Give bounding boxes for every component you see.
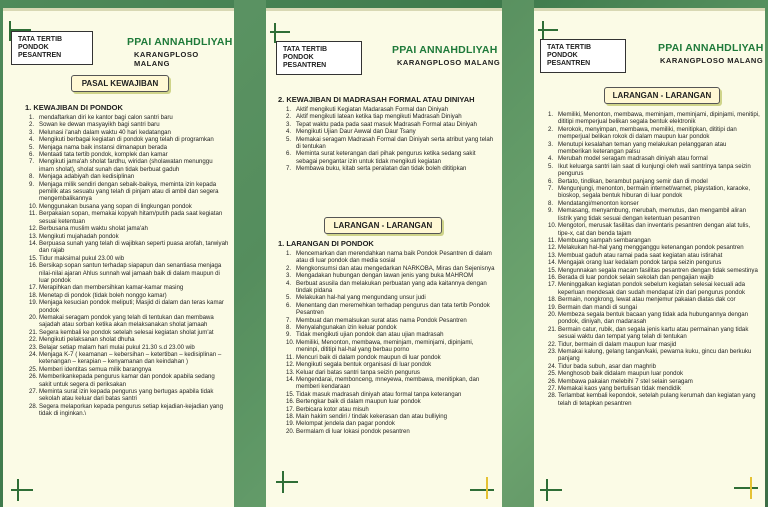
- list-item: 2. Mengkonsumsi dan atau mengedarkan NARKOBA, Miras dan Sejenisnya: [286, 264, 495, 272]
- section-heading: 1. LARANGAN DI PONDOK: [278, 239, 374, 248]
- list-item: 9. Memasang, menyambung, merubah, memutus, dan mengambil aliran listrik yang tidak sesuai dengan ketentuan pesantren: [548, 207, 746, 222]
- school-name: PPAI ANNAHDLIYAH: [127, 36, 233, 48]
- page-panel-2: [266, 8, 502, 507]
- list-item: 19. Menjaga kesucian pondok meliputi; Masjid di dalam dan teras kamar pondok: [29, 299, 224, 314]
- list-item: 23. Belajar setiap malam hari mulai pukul 21.30 s.d 23.00 wib: [29, 343, 195, 351]
- list-item: 5. Ikut keluarga santri lain saat di kunjungi oleh wali santrinya tanpa seizin pengurus: [548, 162, 751, 178]
- school-name: PPAI ANNAHDLIYAH: [392, 44, 498, 56]
- decorative-line: [276, 481, 298, 483]
- rules-list: [548, 111, 760, 407]
- decorative-line: [538, 29, 558, 31]
- list-item: 4. Mengikuti Ujian Daur Awwal dan Daur Tsany: [286, 128, 416, 136]
- list-item: 8. Mendatangi/menonton konser: [548, 199, 639, 207]
- list-item: 16. Bertengkar baik di dalam maupun luar pondok: [286, 398, 421, 406]
- decorative-line: [734, 487, 758, 489]
- list-item: 11. Mencuri baik di dalam pondok maupun di luar pondok: [286, 353, 441, 361]
- list-item: 13. Membuat gaduh atau ramai pada saat kegiatan atau istirahat: [548, 251, 723, 259]
- list-item: 9. Tidak mengikuti ujian pondok dan atau ujian madrasah: [286, 331, 444, 339]
- list-item: 20. Bermalam di luar lokasi pondok pesantren: [286, 427, 410, 435]
- section-heading: 2. KEWAJIBAN DI MADRASAH FORMAL ATAU DINIYAH: [278, 95, 475, 104]
- list-item: 1. Memiliki, Menonton, membawa, meminjam, meminjami, dipinjami, menitipi, dititipi memperjual belikan segala bentuk elektronik: [548, 111, 760, 126]
- list-item: 22. Mengikuti pelaksanan sholat dhuha: [29, 336, 135, 344]
- list-item: 11. Berpakaian sopan, memakai kopyah hitam/putih pada saat kegiatan sesuai ketentuan: [29, 210, 223, 225]
- list-item: 12. Melakukan hal-hal yang mengganggu ketenangan pondok pesantren: [548, 244, 744, 252]
- decorative-line: [17, 479, 19, 501]
- list-item: 8. Menyalahgunakan izin keluar pondok: [286, 324, 397, 332]
- list-item: 4. Merubah model seragam madrasah diniyah atau formal: [548, 155, 708, 163]
- school-name: PPAI ANNAHDLIYAH: [658, 42, 764, 54]
- list-item: 27. Memakai kaos yang bertulisan tidak mendidik: [548, 385, 681, 393]
- school-location: KARANGPLOSO MALANG: [660, 56, 764, 65]
- header-line-2: PONDOK PESANTREN: [547, 52, 591, 67]
- list-item: 28. Terlambat kembali kepondok, setelah pulang kerumah dan kegiatan yang telah di tetapkan pesantren: [548, 392, 756, 407]
- header-box: [276, 41, 362, 75]
- list-item: 11. Membuang sampah sembarangan: [548, 236, 651, 244]
- decorative-line: [274, 23, 276, 43]
- list-item: 7. Mengikuti jama'ah sholat fardhu, wiridan (sholawatan menunggu imam sholat), sholat sunah dan tidak berbuat gaduh: [29, 158, 213, 173]
- list-item: 19. Bermain dan mandi di sungai: [548, 303, 637, 311]
- list-item: 10. Mengotori, merusak fasilitas dan inventaris pesantren dengan alat tulis, tipe-x, cat dan benda tajam: [548, 222, 751, 237]
- list-item: 9. Menjaga milik sendiri dengan sebaik-baikya, meminta izin kepada pemilik atas sesuatu yang telah di pinjam atau di ambil dan segera mengembalikannya: [29, 180, 219, 203]
- list-item: 14. Berpuasa sunah yang telah di wajibkan seperti puasa arofah, tarwiyah dan rajab: [29, 239, 229, 255]
- decorative-line: [282, 471, 284, 493]
- list-item: 26. Membawa pakaian melebihi 7 stel selain seragam: [548, 377, 693, 385]
- list-item: 5. Melakukan hal-hal yang mengundang unsur judi: [286, 294, 426, 302]
- header-line-1: TATA TERTIB: [283, 46, 328, 53]
- section-heading: 1. KEWAJIBAN DI PONDOK: [25, 103, 123, 112]
- list-item: 23. Memakai kalung, gelang tangan/kaki, pewarna kuku, gincu dan berkuku panjang: [548, 348, 752, 363]
- list-item: 3. Tepat waktu pada pada saat masuk Madrasah Formal atau Diniyah: [286, 120, 477, 128]
- list-item: 14. Mengendarai, membonceng, mneyewa, membawa, menitipkan, dan memberi kendaraan: [286, 375, 480, 391]
- list-item: 18. Main hakim sendiri / tindak kekerasan dan atau bulliying: [286, 412, 448, 420]
- list-item: 12. Mengikuti segala bentuk organisasi di luar pondok: [286, 361, 432, 369]
- list-item: 17. Meninggalkan kegiatan pondok sebelum kegiatan selesai kecuali ada keperluan mendesak dan sudah mendapat izin dari pengurus pondok: [548, 281, 746, 296]
- decorative-line: [486, 477, 488, 499]
- rules-list: [286, 106, 496, 173]
- decorative-line: [542, 21, 544, 41]
- list-item: 17. Berbicara kotor atau misuh: [286, 405, 369, 413]
- decorative-line: [546, 479, 548, 501]
- section-title: LARANGAN - LARANGAN: [604, 87, 720, 104]
- list-item: 18. Menetap di pondok (tidak boleh nonggo kamar): [29, 291, 167, 299]
- decorative-line: [11, 489, 33, 491]
- list-item: 28. Segera melaporkan kepada pengurus setiap kejadian-kejadian yang tidak di inginkan.\: [29, 402, 223, 418]
- list-item: 20. Membeza segala bentuk bacaan yang tidak ada hubungannya dengan pondok, diniyah, dan madarasah: [548, 310, 749, 326]
- decorative-line: [270, 31, 290, 33]
- list-item: 26. Memberikankepada pengurus kamar dan pondok apabila sedang sakit untuk segera di periksakan: [29, 373, 215, 388]
- list-item: 15. Tidak masuk madrasah diniyah atau formal tanpa keterangan: [286, 390, 462, 398]
- list-item: 15. Tidur maksimal pukul 23.00 wib: [29, 254, 125, 262]
- list-item: 21. Segera kembali ke pondok setelah selesai kegiatan sholat jum'at: [29, 328, 214, 336]
- list-item: 2. Sowan ke dewan masyayikh bagi santri baru: [29, 121, 160, 129]
- school-location: KARANGPLOSO MALANG: [134, 50, 199, 68]
- page-panel-1: [3, 8, 234, 507]
- list-item: 22. Tidur, bermain di dalam maupun luar masjid: [548, 340, 677, 348]
- list-item: 7. Membawa buku, kitab serta peralatan dan tidak boleh dititipkan: [286, 165, 467, 173]
- list-item: 13. Mengikuti mujahadah pondok: [29, 232, 119, 240]
- section-title: LARANGAN - LARANGAN: [324, 217, 442, 234]
- background-band-right: [502, 0, 534, 507]
- list-item: 10. Memiliki, Menonton, membawa, meminjam, meminjami, dipinjami, meninpi, dititipi hal-hal yang berbau porno: [286, 338, 474, 354]
- list-item: 8. Menjaga adabiyah dan kedisiplinan: [29, 173, 135, 181]
- section-title: PASAL KEWAJIBAN: [71, 75, 169, 92]
- list-item: 2. Aktif mengikuti latean ketika tiap mengikuti Madrasah Diniyah: [286, 113, 462, 121]
- decorative-line: [540, 489, 562, 491]
- list-item: 25. Memberi identitas semua milik barangnya: [29, 365, 152, 373]
- list-item: 7. Membuat dan memalsukan surat atas nama Pondok Pesantren: [286, 316, 467, 324]
- list-item: 24. Menjaga K-7 ( keamanan – kebersihan – ketertiban – kedisiplinan – ketenangan – kerapian – kenyamanan dan keindahan ): [29, 351, 222, 366]
- list-item: 6. Meminta surat keterangan dari pihak pengurus ketika sedang sakit sebagai pengantar izin untuk tidak mengikuti kegiatan: [286, 150, 476, 165]
- school-location: KARANGPLOSO MALANG: [397, 58, 501, 67]
- list-item: 17. Merapihkan dan membersihkan kamar-kamar masing: [29, 284, 184, 292]
- list-item: 27. Meminta surat izin kepada pengurus yang bertugas apabila tidak sekolah atau keluar dari batas santri: [29, 388, 214, 403]
- list-item: 16. Bersikap sopan santun terhadap siapapun dan senantiasa menjaga nilai-nilai ajaran Ahlus sunnah wal jamaah baik di dalam maupun di luar pondok: [29, 262, 222, 284]
- background-band-left: [234, 0, 266, 507]
- header-box: [540, 39, 626, 73]
- header-box: [11, 31, 93, 65]
- list-item: 6. Menentang dan meremehkan terhadap pengurus dan tata tertib Pondok Pesantren: [286, 301, 490, 317]
- list-item: 19. Melompat jendela dan pagar pondok: [286, 420, 395, 428]
- header-line-1: TATA TERTIB: [547, 44, 592, 51]
- rules-list: [286, 250, 496, 435]
- list-item: 16. Berada di luar pondok selain sekolah dan pengajian wajib: [548, 273, 714, 281]
- list-item: 25. Menghosob baik didalam maupun luar pondok: [548, 370, 684, 378]
- list-item: 1. Aktif mengikuti Kegiatan Madarasah Formal dan Diniyah: [286, 106, 449, 113]
- list-item: 12. Berbusana muslim waktu sholat jama'ah: [29, 225, 148, 233]
- list-item: 6. Mentaati tata tertib pondok, komplek dan kamar: [29, 151, 168, 159]
- list-item: 3. Mengadakan hubungan dengan lawan jenis yang buka MAHROM: [286, 272, 474, 280]
- list-item: 15. Mengunnakan segala macam fasilitas pesantren dengan tidak semestinya: [548, 266, 758, 274]
- list-item: 3. Menutupi kesalahan teman yang melakukan pelanggaran atau memberikan keterangan palsu: [548, 140, 727, 156]
- list-item: 2. Merokok, menyimpan, membawa, memiliki, menitipkan, dititipi dan memperjual belikan rokok di dalam maupun luar pondok: [548, 125, 737, 141]
- list-item: 13. Keluar dari batas santri tanpa seizin pengurus: [286, 368, 420, 376]
- list-item: 6. Bertato, tindikan, berambut panjang semir dan di model: [548, 177, 708, 185]
- list-item: 4. Berbuat asusila dan melakukan perbuatan yang ada kaitannya dengan tindak pidana: [286, 279, 487, 295]
- list-item: 18. Bermain, nongkrong, lewat atau menjemur pakaian diatas dak cor: [548, 296, 736, 304]
- decorative-line: [750, 477, 752, 499]
- list-item: 7. Mengunjungi, menonton, bermain internet/warnet, playstation, karaoke, bioskop, segala bentuk hiburan di luar pondok: [548, 185, 751, 200]
- list-item: 1. Mencemarkan dan merendahkan nama baik Pondok Pesantren di dalam atau di luar pondok dan media sosial: [286, 250, 492, 265]
- list-item: 5. Menjaga nama baik instansi dimanapun berada: [29, 143, 168, 151]
- list-item: 4. Mengikuti berbagai kegiatan di pondok yang telah di programkan: [29, 136, 214, 144]
- list-item: 21. Bermain catur, rubik, dan segala jenis kartu atau permainan yang tidak sesuai waktu dan tempat yang telah di tentukan: [548, 325, 749, 341]
- header-line-1: TATA TERTIB: [18, 36, 63, 43]
- page-panel-3: [534, 8, 765, 507]
- list-item: 1. mendaftarkan diri ke kantor bagi calon santri baru: [29, 114, 173, 121]
- rules-list: [29, 114, 229, 418]
- list-item: 24. Tidur bada subuh, asar dan maghrib: [548, 362, 657, 370]
- list-item: 14. Mengajak orang luar kedalam pondok tanpa seizin pengurus: [548, 259, 722, 267]
- list-item: 3. Melunasi i'anah dalam waktu 40 hari kedatangan: [29, 128, 171, 136]
- decorative-line: [470, 489, 494, 491]
- list-item: 20. Memakai seragam pondok yang telah di tentukan dan membawa sajadah atau sorban ketika akan melaksanakan sholat jamaah: [29, 313, 214, 329]
- header-line-2: PONDOK PESANTREN: [18, 44, 62, 59]
- list-item: 5. Memakai seragam Madrasah Formal dan Diniyah serta atribut yang telah di tentukan: [286, 135, 494, 151]
- list-item: 10. Menggunakan busana yang sopan di lingkungan pondok: [29, 202, 192, 210]
- header-line-2: PONDOK PESANTREN: [283, 54, 327, 69]
